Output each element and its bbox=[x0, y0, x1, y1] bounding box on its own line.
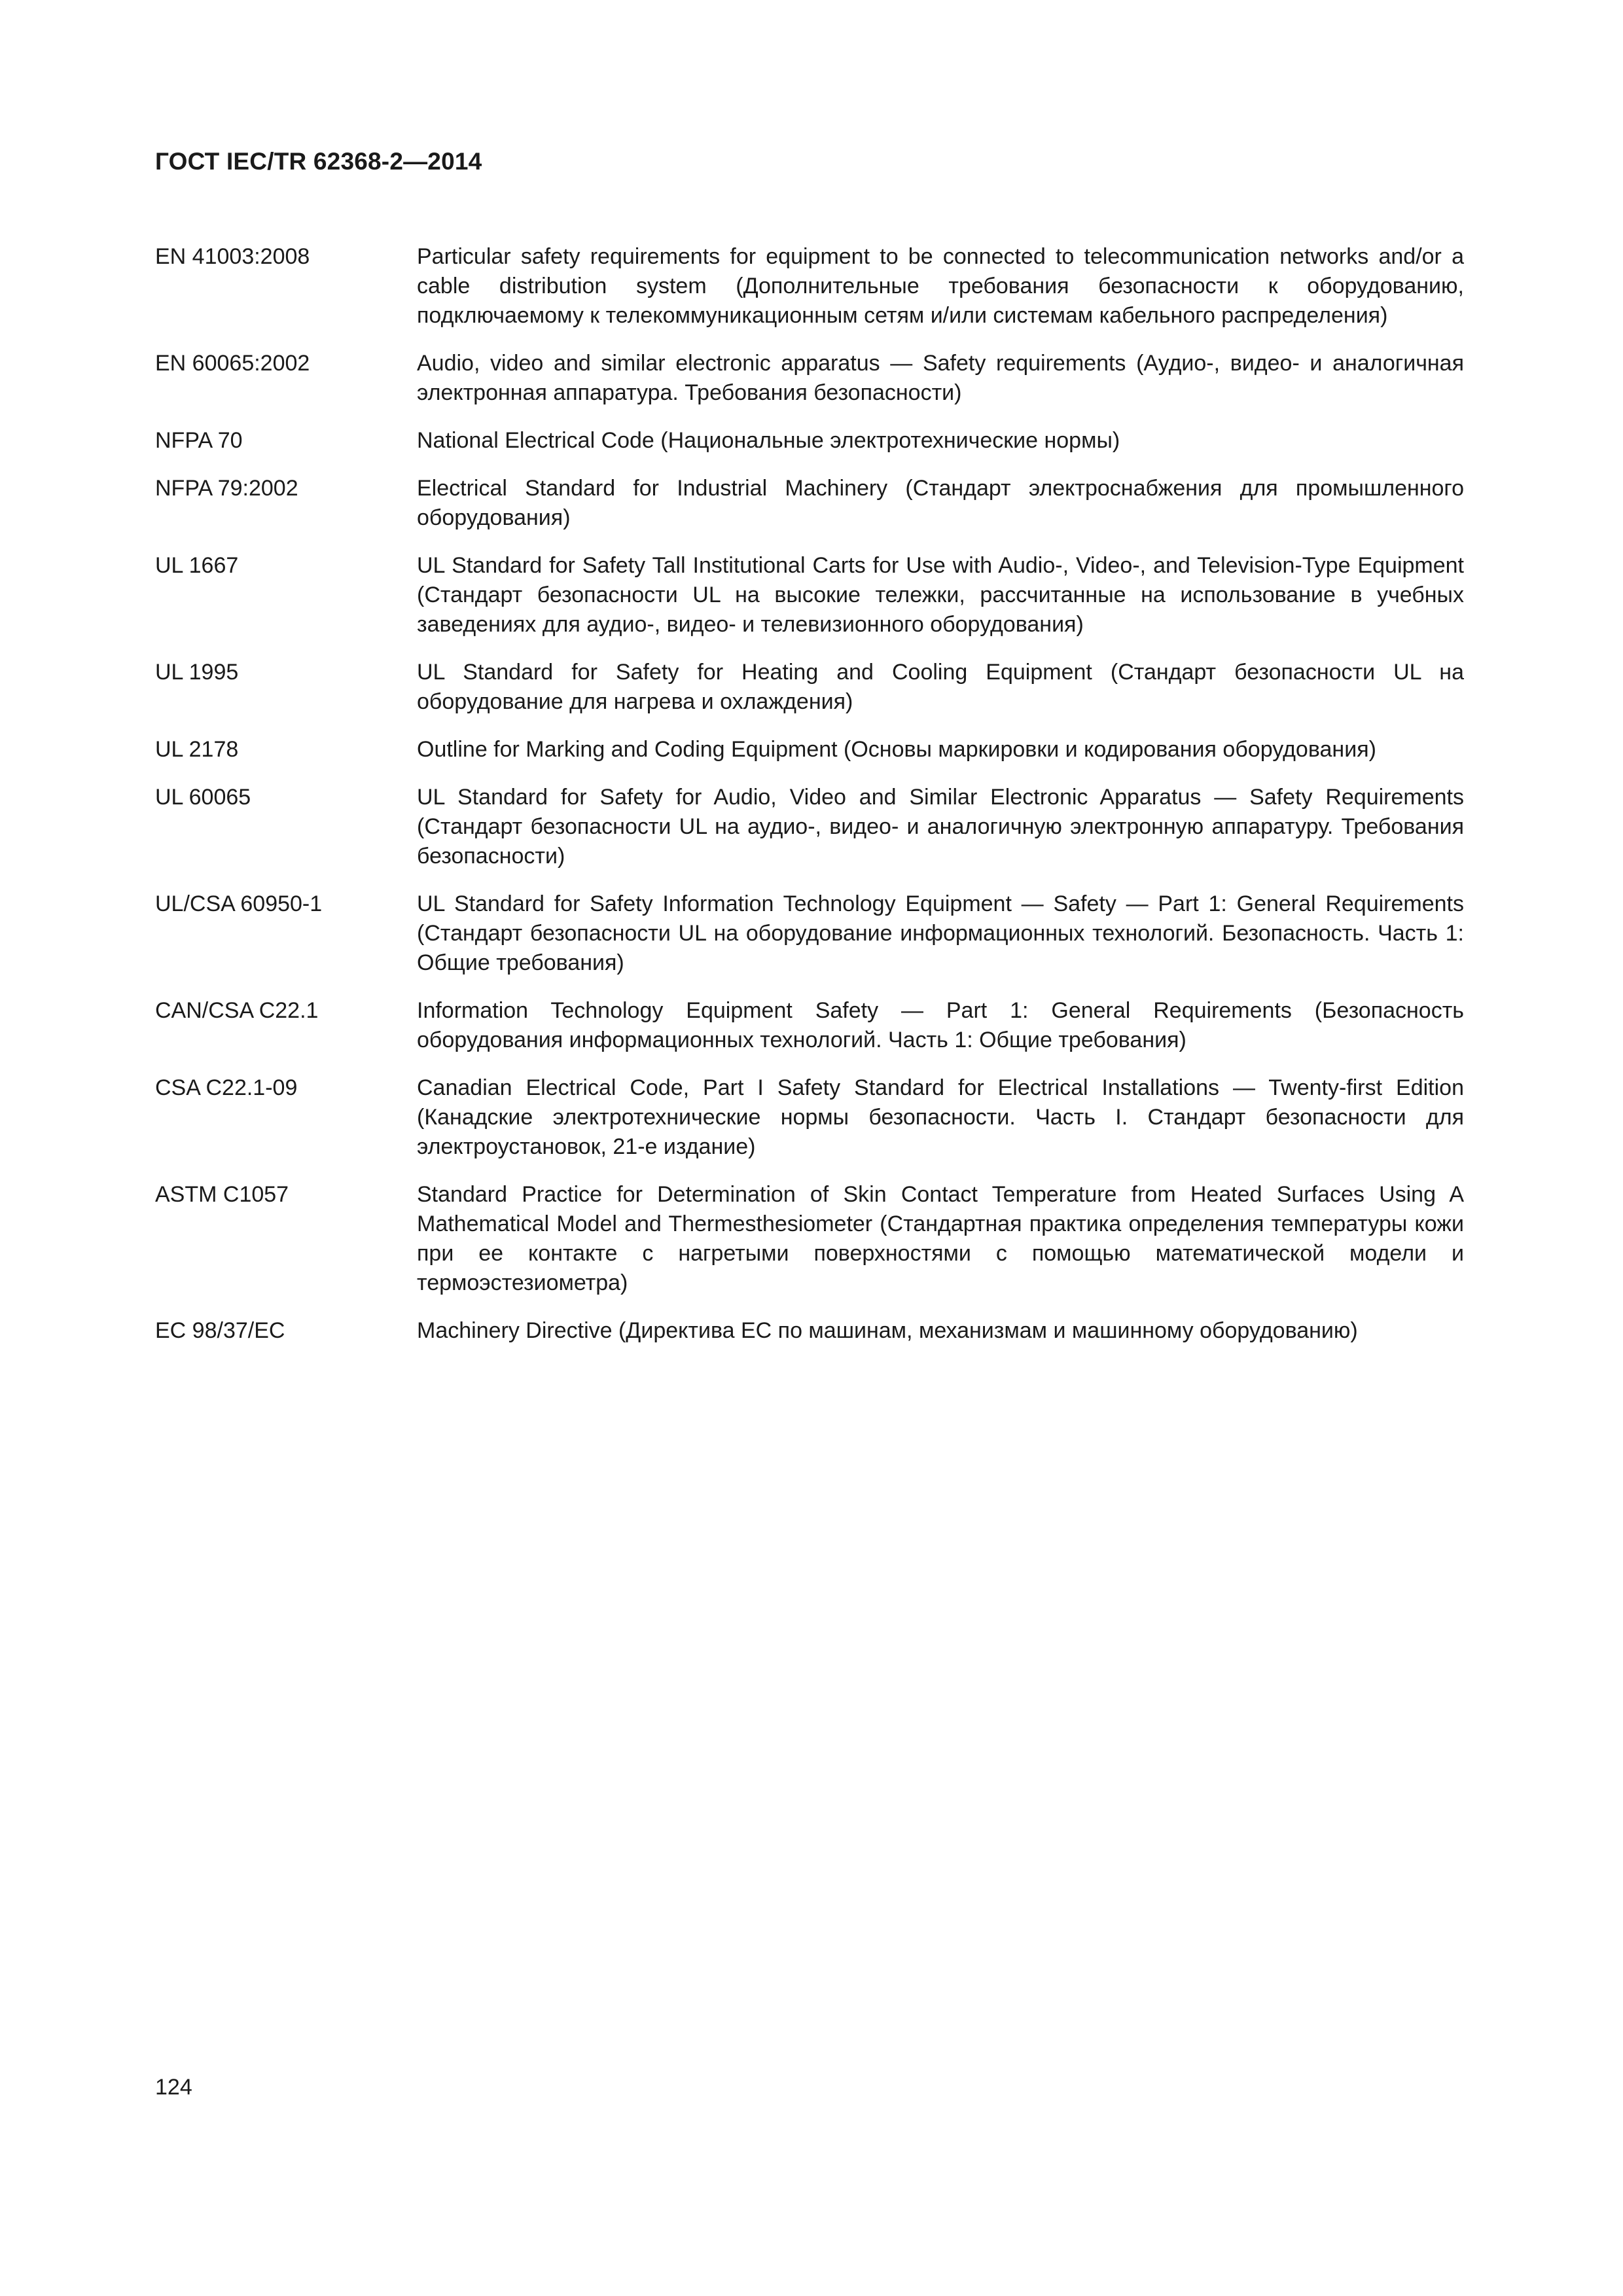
reference-description: Information Technology Equipment Safety — Part 1: General Requirements (Безопасность оборудования информационных технологий. Часть 1: Общие требования) bbox=[417, 998, 1464, 1052]
reference-code: EN 60065:2002 bbox=[155, 351, 310, 376]
reference-row bbox=[155, 474, 1477, 533]
reference-code: UL 1995 bbox=[155, 660, 239, 685]
reference-code: EC 98/37/EC bbox=[155, 1318, 285, 1343]
reference-code: EN 41003:2008 bbox=[155, 244, 310, 269]
reference-description: Standard Practice for Determination of Skin Contact Temperature from Heated Surfaces Using A Mathematical Model and Thermesthesiometer (Стандартная практика определения температуры кожи при ее контакте с нагретыми поверхностями с помощью математической модели и термоэстезиометра) bbox=[417, 1182, 1464, 1295]
reference-code: UL 2178 bbox=[155, 737, 239, 762]
reference-row bbox=[155, 1180, 1477, 1298]
reference-description: UL Standard for Safety Tall Institutional Carts for Use with Audio-, Video-, and Television-Type Equipment (Стандарт безопасности UL на высокие тележки, рассчитанные на использование в учебных заведениях для аудио-, видео- и телевизионного оборудования) bbox=[417, 553, 1464, 637]
reference-row bbox=[155, 735, 1477, 764]
reference-list bbox=[155, 242, 1477, 1364]
reference-description: Audio, video and similar electronic apparatus — Safety requirements (Аудио-, видео- и аналогичная электронная аппаратура. Требования безопасности) bbox=[417, 351, 1464, 405]
reference-description: Canadian Electrical Code, Part I Safety Standard for Electrical Installations — Twenty-first Edition (Канадские электротехнические нормы безопасности. Часть I. Стандарт безопасности для электроустановок, 21-е издание) bbox=[417, 1075, 1464, 1159]
reference-row bbox=[155, 889, 1477, 978]
reference-row bbox=[155, 242, 1477, 331]
reference-description: UL Standard for Safety for Audio, Video and Similar Electronic Apparatus — Safety Requirements (Стандарт безопасности UL на аудио-, видео- и аналогичную электронную аппаратуру. Требования безопасности) bbox=[417, 785, 1464, 869]
reference-row bbox=[155, 349, 1477, 408]
reference-row bbox=[155, 658, 1477, 717]
reference-code: UL/CSA 60950-1 bbox=[155, 891, 323, 916]
reference-description: Electrical Standard for Industrial Machinery (Стандарт электроснабжения для промышленного оборудования) bbox=[417, 476, 1464, 530]
reference-description: UL Standard for Safety for Heating and Cooling Equipment (Стандарт безопасности UL на оборудование для нагрева и охлаждения) bbox=[417, 660, 1464, 714]
page-number: 124 bbox=[155, 2075, 192, 2100]
reference-code: CSA C22.1-09 bbox=[155, 1075, 298, 1100]
reference-code: UL 1667 bbox=[155, 553, 239, 578]
page-header-title: ГОСТ IEC/TR 62368-2—2014 bbox=[155, 148, 482, 175]
reference-row bbox=[155, 783, 1477, 871]
reference-code: NFPA 70 bbox=[155, 428, 243, 453]
reference-row bbox=[155, 996, 1477, 1055]
reference-description: Machinery Directive (Директива ЕС по машинам, механизмам и машинному оборудованию) bbox=[417, 1318, 1358, 1343]
reference-code: UL 60065 bbox=[155, 785, 251, 810]
reference-description: Outline for Marking and Coding Equipment (Основы маркировки и кодирования оборудования) bbox=[417, 737, 1376, 762]
reference-row bbox=[155, 426, 1477, 456]
reference-description: Particular safety requirements for equipment to be connected to telecommunication networks and/or a cable distribution system (Дополнительные требования безопасности к оборудованию, подключаемому к телекоммуникационным сетям и/или системам кабельного распределения) bbox=[417, 244, 1464, 328]
reference-description: UL Standard for Safety Information Technology Equipment — Safety — Part 1: General Requirements (Стандарт безопасности UL на оборудование информационных технологий. Безопасность. Часть 1: Общие требования) bbox=[417, 891, 1464, 975]
reference-code: NFPA 79:2002 bbox=[155, 476, 298, 501]
reference-row bbox=[155, 551, 1477, 639]
reference-row bbox=[155, 1316, 1477, 1346]
reference-code: ASTM C1057 bbox=[155, 1182, 289, 1207]
reference-code: CAN/CSA C22.1 bbox=[155, 998, 319, 1023]
reference-description: National Electrical Code (Национальные электротехнические нормы) bbox=[417, 428, 1120, 453]
reference-row bbox=[155, 1073, 1477, 1162]
